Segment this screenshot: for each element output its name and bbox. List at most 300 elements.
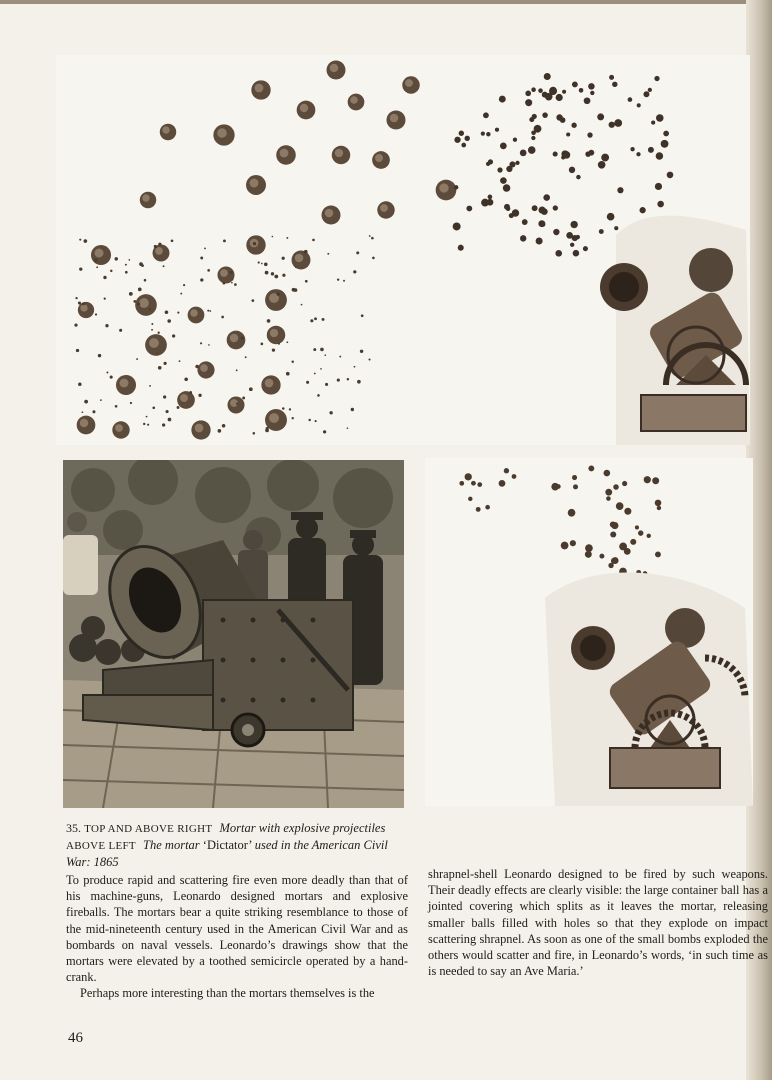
shrapnel-dot: [179, 360, 181, 362]
shrapnel-dot: [78, 383, 82, 387]
shrapnel-dot: [200, 342, 202, 344]
shrapnel-dot: [105, 324, 108, 327]
shrapnel-dot: [306, 381, 309, 384]
projectile-ball-highlight: [142, 194, 149, 201]
shrapnel-dot: [261, 263, 263, 265]
shrapnel-dot: [236, 369, 238, 371]
shrapnel-dot: [509, 161, 515, 167]
dictator-photo-svg: [63, 460, 404, 808]
projectile-ball-highlight: [149, 338, 159, 348]
shrapnel-dot: [630, 539, 636, 545]
shrapnel-dot: [481, 132, 485, 136]
shrapnel-dot: [104, 297, 106, 299]
shrapnel-dot: [312, 239, 315, 242]
body-column-right: [428, 866, 768, 979]
shrapnel-dot: [164, 362, 167, 365]
body-paragraph: To produce rapid and scattering fire even more deadly than that of his machine-guns, Leonardo designed mortars and explosive fireballs. The mortars bear a quite striking resemblance to those of the mid-nineteenth century used in the American Civil War and as bombards on naval vessels. Leonardo’s drawings show that the mortars were elevated by a toothed semicircle operated by a hand-crank.: [66, 873, 408, 985]
right-drawing-svg: [425, 458, 753, 806]
shrapnel-dot: [79, 239, 81, 241]
shrapnel-dot: [171, 239, 174, 242]
shrapnel-dot: [337, 378, 340, 381]
shrapnel-dot: [549, 87, 557, 95]
projectile-ball-highlight: [230, 334, 238, 342]
shrapnel-dot: [648, 88, 652, 92]
shrapnel-dot: [624, 508, 631, 515]
shrapnel-dot: [200, 278, 203, 281]
projectile-ball-highlight: [269, 413, 279, 423]
shrapnel-dot: [622, 481, 627, 486]
caption-label-left: ABOVE LEFT: [66, 840, 136, 852]
shrapnel-dot: [253, 242, 256, 245]
shrapnel-dot: [525, 91, 531, 97]
shrapnel-dot: [459, 131, 464, 136]
projectile-ball-highlight: [190, 309, 198, 317]
projectile-ball-highlight: [375, 154, 383, 162]
shrapnel-dot: [597, 113, 604, 120]
page-number: 46: [68, 1030, 83, 1046]
shrapnel-dot: [601, 154, 609, 162]
body-paragraph: shrapnel-shell Leonardo designed to be fired by such weapons. Their deadly effects are clearly visible: the large container ball has a jointed covering which splits as it leaves the mortar, releasing smaller balls filled with holes so that they explode on impact scattering shrapnel. As soon as one of the small bombs exploded the others would scatter and fire, in Leonardo’s words, ‘in such time as is needed to say an Ave Maria.’: [428, 867, 768, 979]
projectile-ball-highlight: [119, 378, 128, 387]
shrapnel-dot: [94, 258, 97, 261]
shrapnel-dot: [165, 310, 169, 314]
shrapnel-dot: [184, 377, 188, 381]
shrapnel-dot: [504, 468, 509, 473]
mortar-machine: [545, 573, 753, 806]
shrapnel-dot: [599, 554, 604, 559]
shrapnel-dot: [609, 75, 614, 80]
shrapnel-dot: [466, 206, 472, 212]
shrapnel-dot: [459, 481, 464, 486]
shrapnel-dot: [209, 310, 211, 312]
shrapnel-dot: [661, 140, 669, 148]
shrapnel-dot: [320, 368, 322, 370]
shrapnel-dot: [360, 350, 363, 353]
shrapnel-dot: [76, 349, 79, 352]
shrapnel-dot: [458, 245, 464, 251]
shrapnel-dot: [471, 481, 476, 486]
shrapnel-dot: [499, 480, 506, 487]
shrapnel-dot: [274, 275, 278, 279]
shrapnel-dot: [361, 314, 364, 317]
shrapnel-dot: [167, 319, 171, 323]
shrapnel-dot: [292, 417, 294, 419]
projectile-ball-highlight: [115, 424, 123, 432]
shrapnel-dot: [647, 534, 651, 538]
shrapnel-dot: [168, 418, 172, 422]
shrapnel-dot: [200, 257, 203, 260]
shrapnel-dot: [221, 316, 224, 319]
caption-text-left-a: The mortar: [143, 838, 200, 852]
shrapnel-dot: [570, 540, 576, 546]
shrapnel-dot: [74, 324, 77, 327]
shrapnel-dot: [545, 93, 553, 101]
shrapnel-dot: [515, 161, 519, 165]
projectile-ball-highlight: [380, 204, 388, 212]
shrapnel-dot: [149, 308, 151, 310]
shrapnel-dot: [234, 283, 237, 286]
shrapnel-dot: [98, 354, 101, 357]
shrapnel-dot: [503, 184, 511, 192]
shrapnel-dot: [106, 371, 108, 373]
shrapnel-dot: [636, 152, 640, 156]
projectile-ball-highlight: [335, 149, 343, 157]
shrapnel-dot: [587, 132, 592, 137]
shrapnel-dot: [115, 405, 118, 408]
shrapnel-dot: [95, 313, 97, 315]
shrapnel-dot: [305, 280, 308, 283]
shrapnel-dot: [499, 96, 506, 103]
shrapnel-dot: [543, 194, 550, 201]
shrapnel-dot: [241, 336, 244, 339]
projectile-ball-highlight: [255, 84, 264, 93]
caption-name: ‘Dictator’: [202, 838, 252, 852]
shrapnel-dot: [277, 292, 280, 295]
shrapnel-dot: [100, 399, 102, 401]
shrapnel-dot: [538, 220, 545, 227]
shrapnel-dot: [151, 329, 153, 331]
shrapnel-dot: [337, 278, 339, 280]
shrapnel-dot: [652, 477, 659, 484]
shrapnel-dot: [79, 268, 82, 271]
projectile-ball-highlight: [439, 183, 448, 192]
shrapnel-dot: [576, 175, 580, 179]
shrapnel-dot: [369, 235, 371, 237]
shrapnel-dot: [651, 121, 655, 125]
shrapnel-dot: [163, 395, 166, 398]
projectile-ball-highlight: [80, 419, 88, 427]
shrapnel-dot: [136, 358, 138, 360]
shrapnel-dot: [590, 91, 594, 95]
shrapnel-dot: [128, 259, 130, 261]
shrapnel-dot: [598, 161, 606, 169]
shrapnel-dot: [329, 411, 332, 414]
shrapnel-dot: [583, 246, 588, 251]
shrapnel-dot: [317, 394, 320, 397]
shrapnel-dot: [308, 419, 310, 421]
shrapnel-dot: [152, 406, 155, 409]
shrapnel-dot: [522, 219, 528, 225]
figure-right-mortar-drawing: [425, 458, 753, 806]
shrapnel-dot: [556, 94, 563, 101]
shrapnel-dot: [115, 257, 118, 260]
projectile-ball-highlight: [280, 149, 289, 158]
projectile-ball-highlight: [390, 114, 399, 123]
shrapnel-dot: [125, 271, 128, 274]
shrapnel-dot: [110, 270, 112, 272]
projectile-ball-highlight: [155, 247, 163, 255]
projectile-ball-highlight: [405, 79, 413, 87]
shrapnel-dot: [566, 232, 573, 239]
shrapnel-dot: [78, 301, 81, 304]
shrapnel-dot: [454, 137, 460, 143]
shrapnel-dot: [607, 213, 615, 221]
shrapnel-dot: [310, 319, 313, 322]
shrapnel-dot: [561, 542, 569, 550]
caption-text-left-b: used in the American Civil War: 1865: [66, 838, 388, 869]
shrapnel-dot: [356, 251, 359, 254]
shrapnel-dot: [343, 280, 345, 282]
shrapnel-dot: [614, 226, 618, 230]
shrapnel-dot: [500, 177, 507, 184]
shrapnel-dot: [223, 239, 226, 242]
shrapnel-dot: [454, 185, 458, 189]
shrapnel-dot: [371, 237, 374, 240]
projectile-ball-highlight: [300, 104, 308, 112]
shrapnel-dot: [151, 323, 153, 325]
shrapnel-dot: [232, 279, 234, 281]
shrapnel-dot: [180, 293, 182, 295]
shrapnel-dot: [292, 288, 296, 292]
shrapnel-dot: [84, 400, 88, 404]
shrapnel-dot: [585, 544, 593, 552]
shrapnel-dot: [129, 292, 133, 296]
shrapnel-dot: [509, 213, 514, 218]
shrapnel-dot: [497, 167, 502, 172]
shrapnel-dot: [453, 222, 461, 230]
shrapnel-dot: [560, 117, 566, 123]
shrapnel-dot: [495, 128, 499, 132]
shrapnel-dot: [156, 352, 158, 354]
shrapnel-dot: [663, 131, 669, 137]
shrapnel-dot: [657, 506, 661, 510]
shrapnel-dot: [320, 348, 324, 352]
shrapnel-dot: [624, 548, 631, 555]
caption-label-top: TOP AND ABOVE RIGHT: [84, 823, 213, 835]
shrapnel-dot: [566, 132, 570, 136]
shrapnel-dot: [628, 97, 633, 102]
body-paragraph: Perhaps more interesting than the mortars themselves is the: [80, 986, 375, 1001]
shrapnel-dot: [488, 195, 493, 200]
mortar-drawing-svg: [56, 55, 750, 445]
shrapnel-dot: [576, 235, 580, 239]
shrapnel-dot: [520, 150, 527, 157]
shrapnel-dot: [272, 236, 274, 238]
shrapnel-dot: [125, 264, 127, 266]
shrapnel-dot: [468, 497, 472, 501]
shrapnel-dot: [531, 136, 535, 140]
shrapnel-dot: [92, 410, 95, 413]
projectile-ball-highlight: [162, 126, 169, 133]
shrapnel-dot: [357, 380, 361, 384]
shrapnel-dot: [648, 147, 654, 153]
shrapnel-dot: [236, 403, 238, 405]
projectile-ball-highlight: [270, 329, 278, 337]
shrapnel-dot: [272, 348, 275, 351]
shrapnel-dot: [130, 402, 132, 404]
shrapnel-dot: [253, 432, 256, 435]
shrapnel-dot: [571, 123, 576, 128]
shrapnel-dot: [588, 150, 594, 156]
shrapnel-dot: [569, 167, 575, 173]
shrapnel-dot: [461, 143, 466, 148]
shrapnel-dot: [572, 82, 578, 88]
shrapnel-dot: [616, 502, 624, 510]
shrapnel-dot: [265, 271, 269, 275]
projectile-ball-highlight: [200, 364, 208, 372]
shrapnel-dot: [230, 271, 233, 274]
shrapnel-dot: [534, 125, 542, 133]
shrapnel-dot: [611, 522, 618, 529]
shrapnel-dot: [483, 112, 489, 118]
shrapnel-dot: [520, 235, 526, 241]
shrapnel-dot: [372, 257, 375, 260]
shrapnel-dot: [573, 484, 578, 489]
projectile-ball-highlight: [330, 64, 339, 73]
shrapnel-dot: [301, 304, 303, 306]
projectile-ball-highlight: [325, 209, 334, 218]
shrapnel-dot: [84, 239, 88, 243]
projectile-ball-highlight: [295, 254, 304, 263]
shrapnel-dot: [141, 264, 144, 267]
shrapnel-dot: [323, 430, 326, 433]
shrapnel-dot: [351, 408, 354, 411]
projectile-ball-highlight: [217, 128, 227, 138]
shrapnel-dot: [154, 245, 157, 248]
shrapnel-dot: [82, 411, 84, 413]
shrapnel-dot: [166, 410, 169, 413]
shrapnel-dot: [103, 276, 106, 279]
shrapnel-dot: [327, 253, 329, 255]
shrapnel-dot: [570, 243, 574, 247]
shrapnel-dot: [568, 509, 576, 517]
shrapnel-dot: [96, 266, 98, 268]
body-column-left: [66, 872, 408, 1002]
shrapnel-dot: [267, 319, 271, 323]
shrapnel-dot: [75, 297, 77, 299]
shrapnel-dot: [488, 159, 493, 164]
shrapnel-dot: [162, 423, 165, 426]
shrapnel-dot: [322, 318, 325, 321]
shrapnel-dot: [177, 312, 179, 314]
shrapnel-dot: [147, 424, 149, 426]
shrapnel-dot: [606, 496, 611, 501]
shrapnel-dot: [264, 262, 268, 266]
shrapnel-dot: [183, 284, 185, 286]
shrapnel-dot: [538, 88, 543, 93]
shrapnel-dot: [588, 83, 595, 90]
shrapnel-dot: [304, 250, 308, 254]
shrapnel-dot: [314, 373, 316, 375]
shrapnel-dot: [532, 205, 538, 211]
shrapnel-dot: [611, 558, 617, 564]
shrapnel-dot: [617, 187, 623, 193]
shrapnel-dot: [614, 119, 622, 127]
shrapnel-dot: [249, 387, 253, 391]
shrapnel-dot: [82, 302, 85, 305]
shrapnel-dot: [119, 329, 122, 332]
figure-top-mortar-drawing: [56, 55, 750, 445]
shrapnel-dot: [553, 152, 558, 157]
shrapnel-dot: [110, 376, 113, 379]
shrapnel-dot: [572, 475, 577, 480]
shrapnel-dot: [368, 358, 370, 360]
shrapnel-dot: [286, 341, 288, 343]
shrapnel-dot: [635, 525, 639, 529]
shrapnel-dot: [282, 407, 285, 410]
shrapnel-dot: [610, 531, 616, 537]
shrapnel-dot: [612, 82, 617, 87]
shrapnel-dot: [146, 416, 148, 418]
shrapnel-dot: [656, 114, 664, 122]
shrapnel-dot: [655, 552, 661, 558]
shrapnel-dot: [539, 207, 546, 214]
shrapnel-dot: [347, 378, 349, 380]
caption-text-top: Mortar with explosive projectiles: [219, 821, 386, 835]
shrapnel-dot: [579, 88, 584, 93]
shrapnel-dot: [158, 366, 162, 370]
shrapnel-dot: [477, 482, 482, 487]
shrapnel-dot: [638, 530, 643, 535]
shrapnel-dot: [553, 229, 559, 235]
shrapnel-dot: [544, 73, 551, 80]
shrapnel-dot: [562, 90, 566, 94]
shrapnel-dot: [347, 427, 349, 429]
shrapnel-dot: [208, 344, 210, 346]
shrapnel-dot: [500, 142, 507, 149]
shrapnel-dot: [286, 237, 288, 239]
shrapnel-dot: [242, 397, 245, 400]
shrapnel-dot: [198, 394, 201, 397]
projectile-ball-highlight: [195, 424, 204, 433]
shrapnel-dot: [643, 91, 649, 97]
shrapnel-dot: [195, 365, 199, 369]
shrapnel-dot: [561, 156, 565, 160]
shrapnel-dot: [172, 334, 175, 337]
shrapnel-dot: [314, 317, 317, 320]
figure-caption: [66, 820, 406, 870]
shrapnel-dot: [177, 406, 180, 409]
shrapnel-dot: [204, 248, 206, 250]
shrapnel-dot: [286, 372, 290, 376]
shrapnel-dot: [481, 199, 489, 207]
shrapnel-dot: [144, 279, 147, 282]
shrapnel-dot: [604, 470, 611, 477]
shrapnel-dot: [667, 172, 674, 179]
shrapnel-dot: [556, 484, 561, 489]
shrapnel-dot: [149, 385, 151, 387]
shrapnel-dot: [189, 391, 192, 394]
shrapnel-dot: [476, 507, 481, 512]
shrapnel-dot: [465, 136, 470, 141]
shrapnel-dot: [289, 408, 291, 410]
shrapnel-dot: [584, 97, 591, 104]
shrapnel-dot: [644, 476, 651, 483]
shrapnel-dot: [485, 505, 490, 510]
shrapnel-dot: [158, 332, 160, 334]
page-top-edge: [0, 0, 772, 4]
shrapnel-dot: [282, 257, 285, 260]
shrapnel-dot: [278, 343, 280, 345]
shrapnel-dot: [223, 282, 226, 285]
shrapnel-dot: [251, 299, 254, 302]
shrapnel-dot: [573, 250, 580, 257]
shrapnel-dot: [353, 270, 356, 273]
shrapnel-dot: [531, 87, 536, 92]
shrapnel-dot: [313, 348, 316, 351]
shrapnel-dot: [158, 243, 161, 246]
projectile-ball-highlight: [94, 248, 103, 257]
shrapnel-dot: [218, 429, 222, 433]
shrapnel-dot: [222, 424, 226, 428]
shrapnel-dot: [553, 205, 558, 210]
shrapnel-dot: [654, 76, 659, 81]
shrapnel-dot: [291, 360, 293, 362]
projectile-ball-highlight: [180, 394, 188, 402]
shrapnel-dot: [163, 265, 165, 267]
shrapnel-dot: [657, 201, 664, 208]
shrapnel-dot: [207, 310, 209, 312]
